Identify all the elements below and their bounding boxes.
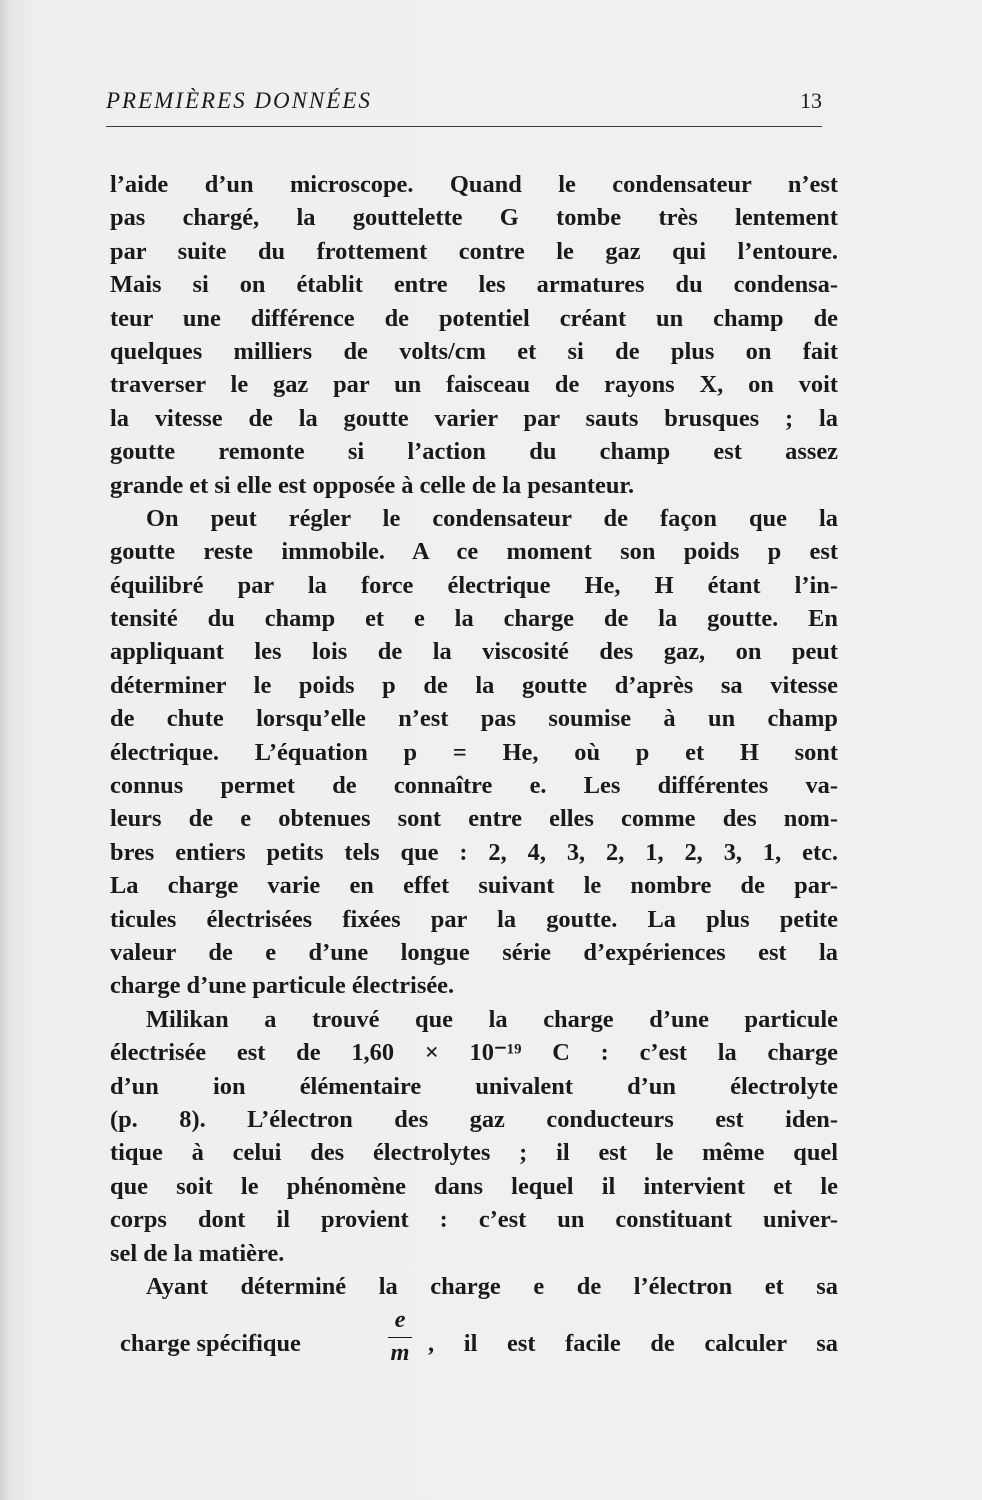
fraction-line-suffix: , il est facile de calculer sa — [428, 1330, 838, 1358]
text-line: traverser le gaz par un faisceau de rayons X, on voit — [110, 371, 838, 399]
body-text — [110, 168, 838, 1377]
text-line: connus permet de connaître e. Les différentes va- — [110, 772, 838, 800]
fraction-denominator: m — [390, 1339, 410, 1367]
text-line: goutte remonte si l’action du champ est assez — [110, 438, 838, 466]
paragraphs — [110, 168, 838, 1303]
text-line: équilibré par la force électrique He, H étant l’in- — [110, 571, 838, 599]
paragraph — [110, 1270, 838, 1303]
page-number: 13 — [800, 88, 822, 113]
text-line: ticules électrisées fixées par la goutte. La plus petite — [110, 905, 838, 933]
text-line: électrique. L’équation p = He, où p et H sont — [110, 738, 838, 766]
text-line: sel de la matière. — [110, 1239, 285, 1267]
fraction-line-prefix: charge spécifique — [120, 1330, 301, 1358]
text-line: quelques milliers de volts/cm et si de plus on fait — [110, 337, 838, 365]
running-header — [106, 86, 822, 127]
text-line: (p. 8). L’électron des gaz conducteurs est iden- — [110, 1105, 838, 1133]
chapter-title: PREMIÈRES DONNÉES — [106, 88, 372, 113]
text-line: On peut régler le condensateur de façon que la — [146, 504, 838, 532]
text-line: valeur de e d’une longue série d’expériences est la — [110, 938, 838, 966]
text-line: Milikan a trouvé que la charge d’une particule — [146, 1005, 838, 1033]
text-line: par suite du frottement contre le gaz qui l’entoure. — [110, 237, 838, 265]
text-line: électrisée est de 1,60 × 10⁻¹⁹ C : c’est la charge — [110, 1039, 838, 1067]
text-line: teur une différence de potentiel créant un champ de — [110, 304, 838, 332]
text-line: déterminer le poids p de la goutte d’après sa vitesse — [110, 671, 838, 699]
text-line: charge d’une particule électrisée. — [110, 972, 455, 1000]
paragraph — [110, 168, 838, 502]
text-line: grande et si elle est opposée à celle de la pesanteur. — [110, 471, 635, 499]
paragraph — [110, 1003, 838, 1270]
text-line: Ayant déterminé la charge e de l’électron et sa — [146, 1272, 838, 1300]
text-line: tensité du champ et e la charge de la goutte. En — [110, 605, 838, 633]
paragraph — [110, 502, 838, 1003]
text-line: bres entiers petits tels que : 2, 4, 3, 2, 1, 2, 3, 1, etc. — [110, 838, 838, 866]
text-line: leurs de e obtenues sont entre elles comme des nom- — [110, 805, 838, 833]
text-line: corps dont il provient : c’est un constituant univer- — [110, 1206, 838, 1234]
text-line: l’aide d’un microscope. Quand le condensateur n’est — [110, 171, 838, 198]
text-line: Mais si on établit entre les armatures du condensa- — [110, 271, 838, 299]
text-line: que soit le phénomène dans lequel il intervient et le — [110, 1172, 838, 1200]
text-line: appliquant les lois de la viscosité des gaz, on peut — [110, 638, 838, 666]
text-line: tique à celui des électrolytes ; il est le même quel — [110, 1139, 838, 1167]
fraction-e-over-m — [380, 1305, 420, 1368]
text-line: de chute lorsqu’elle n’est pas soumise à un champ — [110, 705, 838, 733]
text-line: pas chargé, la gouttelette G tombe très lentement — [110, 204, 838, 232]
text-line: goutte reste immobile. A ce moment son poids p est — [110, 538, 838, 566]
text-line: d’un ion élémentaire univalent d’un électrolyte — [110, 1072, 838, 1100]
fraction-line — [110, 1305, 838, 1377]
text-line: La charge varie en effet suivant le nombre de par- — [110, 872, 838, 900]
fraction-numerator: e — [394, 1306, 406, 1334]
text-line: la vitesse de la goutte varier par sauts brusques ; la — [110, 404, 838, 432]
